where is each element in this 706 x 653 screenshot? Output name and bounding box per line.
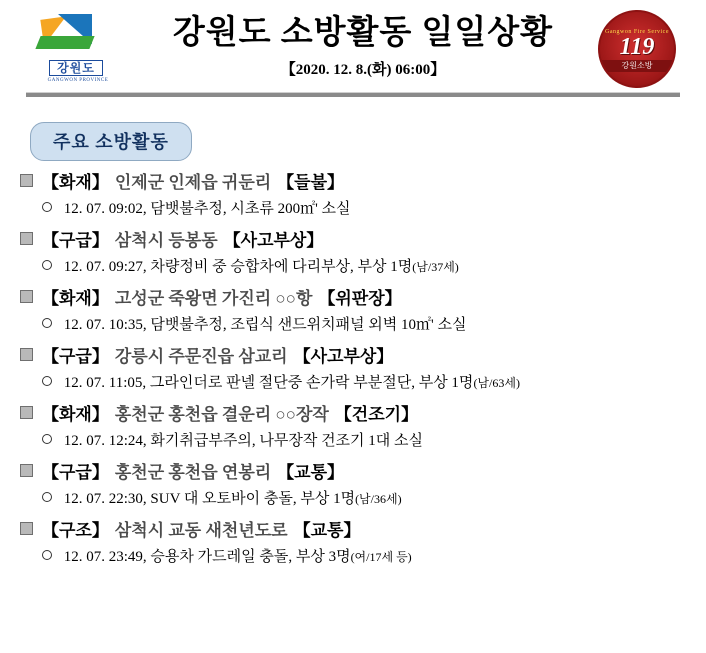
entry-header xyxy=(20,461,706,485)
entry-detail-note: (남/36세) xyxy=(355,492,402,506)
entry-detail-time: 12. 07. 22:30, xyxy=(63,491,147,507)
entry-detail-time: 12. 07. 23:49, xyxy=(63,549,147,565)
entry-place: 홍천군 홍천읍 연봉리 xyxy=(114,463,272,482)
entry-detail-time: 12. 07. 09:27, xyxy=(63,259,147,275)
square-bullet-icon xyxy=(20,232,33,245)
entry-detail-note: (남/63세) xyxy=(473,376,520,390)
entry-place: 고성군 죽왕면 가진리 ○○항 xyxy=(114,289,313,308)
circle-bullet-icon xyxy=(42,202,52,212)
entry-detail xyxy=(42,488,706,510)
circle-bullet-icon xyxy=(42,434,52,444)
list-item xyxy=(20,229,706,278)
activity-list xyxy=(20,171,706,568)
entry-header xyxy=(20,229,706,253)
square-bullet-icon xyxy=(20,522,33,535)
square-bullet-icon xyxy=(20,464,33,477)
entry-detail-time: 12. 07. 10:35, xyxy=(63,317,147,333)
entry-tag: 【교통】 xyxy=(293,521,361,540)
list-item xyxy=(20,461,706,510)
square-bullet-icon xyxy=(20,348,33,361)
entry-tag: 【사고부상】 xyxy=(293,347,394,366)
circle-bullet-icon xyxy=(42,376,52,386)
entry-tag: 【건조기】 xyxy=(334,405,419,424)
list-item xyxy=(20,519,706,568)
square-bullet-icon xyxy=(20,290,33,303)
entry-detail-note: (여/17세 등) xyxy=(350,550,412,564)
entry-place: 홍천군 홍천읍 결운리 ○○장작 xyxy=(114,405,329,424)
entry-detail xyxy=(42,372,706,394)
entry-tag: 【사고부상】 xyxy=(223,231,324,250)
square-bullet-icon xyxy=(20,406,33,419)
list-item xyxy=(20,345,706,394)
entry-detail xyxy=(42,256,706,278)
entry-detail-text: SUV 대 오토바이 충돌, 부상 1명 xyxy=(150,491,356,507)
section-title: 주요 소방활동 xyxy=(30,122,192,161)
circle-bullet-icon xyxy=(42,260,52,270)
entry-category: 【구급】 xyxy=(42,347,109,366)
page-title: 강원도 소방활동 일일상황 xyxy=(172,15,554,51)
entry-header xyxy=(20,287,706,311)
entry-tag: 【교통】 xyxy=(277,463,345,482)
entry-detail-time: 12. 07. 11:05, xyxy=(63,375,147,391)
entry-header xyxy=(20,403,706,427)
list-item xyxy=(20,403,706,452)
circle-bullet-icon xyxy=(42,550,52,560)
entry-detail-text: 그라인더로 판넬 절단중 손가락 부분절단, 부상 1명 xyxy=(149,375,474,391)
fire-service-119-badge-icon xyxy=(598,10,676,88)
document-header xyxy=(0,0,706,96)
entry-category: 【화재】 xyxy=(42,289,109,308)
entry-header xyxy=(20,171,706,195)
circle-bullet-icon xyxy=(42,318,52,328)
logo-name-english: GANGWON PROVINCE xyxy=(47,78,109,83)
entry-detail-text: 담뱃불추정, 조립식 샌드위치패널 외벽 10㎡' 소실 xyxy=(150,317,467,333)
entry-detail-note: (남/37세) xyxy=(412,260,459,274)
square-bullet-icon xyxy=(20,174,33,187)
badge-top-text: Gangwon Fire Service xyxy=(605,28,669,35)
entry-category: 【구급】 xyxy=(42,231,109,250)
list-item xyxy=(20,171,706,220)
entry-header xyxy=(20,345,706,369)
entry-tag: 【위판장】 xyxy=(318,289,402,308)
logo-green-shape-icon xyxy=(35,36,94,49)
entry-detail xyxy=(42,430,706,452)
entry-place: 삼척시 등봉동 xyxy=(114,231,218,250)
entry-category: 【화재】 xyxy=(42,405,109,424)
badge-bottom-text: 강원소방 xyxy=(600,60,674,72)
entry-detail-text: 승용차 가드레일 충돌, 부상 3명 xyxy=(150,549,351,565)
entry-place: 삼척시 교동 새천년도로 xyxy=(114,521,288,540)
entry-category: 【화재】 xyxy=(42,173,109,192)
entry-detail-text: 담뱃불추정, 시초류 200㎡' 소실 xyxy=(150,201,351,217)
section-title-wrap xyxy=(30,122,706,161)
entry-detail-text: 차량정비 중 승합차에 다리부상, 부상 1명 xyxy=(150,259,413,275)
entry-detail-text: 화기취급부주의, 나무장작 건조기 1대 소실 xyxy=(150,433,424,449)
entry-header xyxy=(20,519,706,543)
report-datetime: 【2020. 12. 8.(화) 06:00】 xyxy=(280,62,446,78)
entry-place: 인제군 인제읍 귀둔리 xyxy=(114,173,272,192)
gangwon-province-logo xyxy=(36,14,120,84)
header-divider xyxy=(26,92,680,97)
title-block xyxy=(153,13,553,79)
entry-detail-time: 12. 07. 12:24, xyxy=(63,433,147,449)
entry-place: 강릉시 주문진읍 삼교리 xyxy=(114,347,288,366)
entry-category: 【구급】 xyxy=(42,463,109,482)
circle-bullet-icon xyxy=(42,492,52,502)
badge-number: 119 xyxy=(619,33,655,60)
header-inner xyxy=(0,0,706,92)
entry-detail-time: 12. 07. 09:02, xyxy=(63,201,147,217)
entry-detail xyxy=(42,314,706,336)
entry-detail xyxy=(42,546,706,568)
list-item xyxy=(20,287,706,336)
entry-tag: 【들불】 xyxy=(277,173,345,192)
entry-detail xyxy=(42,198,706,220)
logo-name-korean: 강원도 xyxy=(49,60,103,76)
entry-category: 【구조】 xyxy=(42,521,109,540)
logo-mark-icon xyxy=(36,14,114,58)
